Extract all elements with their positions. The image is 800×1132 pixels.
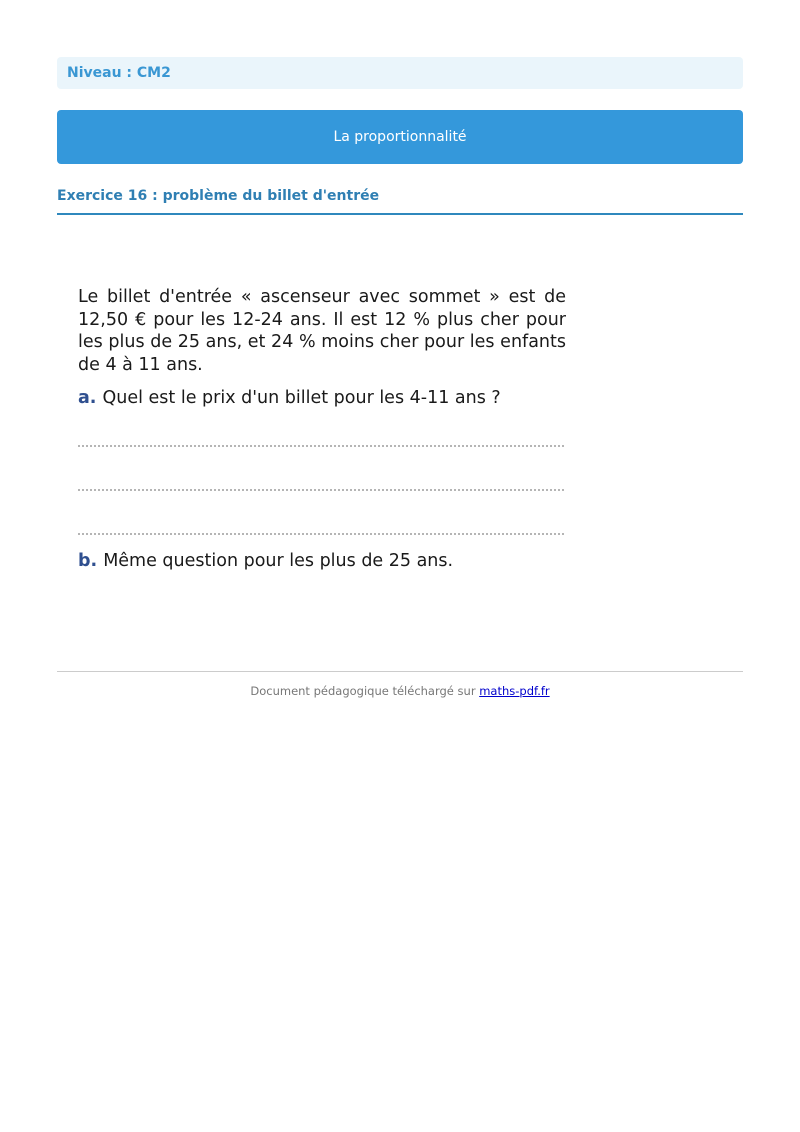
question-b-letter: b. [78, 551, 98, 571]
exercise-title: Exercice 16 : problème du billet d'entrée [57, 188, 380, 204]
level-box [57, 57, 743, 89]
exercise-content [78, 286, 566, 572]
page-title: La proportionnalité [333, 129, 467, 145]
title-banner [57, 110, 743, 164]
answer-line [78, 533, 564, 535]
exercise-heading [57, 185, 743, 215]
footer-link[interactable]: maths-pdf.fr [479, 684, 550, 698]
answer-line [78, 445, 564, 447]
question-a-letter: a. [78, 388, 97, 408]
question-a [78, 387, 566, 409]
level-label: Niveau : CM2 [67, 65, 171, 81]
footer-divider [57, 671, 743, 672]
answer-line [78, 489, 564, 491]
question-b-text: Même question pour les plus de 25 ans. [103, 551, 454, 571]
question-b [78, 550, 566, 572]
footer [57, 684, 743, 698]
footer-text: Document pédagogique téléchargé sur [250, 684, 480, 698]
question-a-text: Quel est le prix d'un billet pour les 4-11 ans ? [102, 388, 501, 408]
exercise-statement: Le billet d'entrée « ascenseur avec sommet » est de 12,50 € pour les 12-24 ans. Il est 12 % plus cher pour les plus de 25 ans, et 24 % moins cher pour les enfants de 4 à 11 ans. [78, 287, 566, 375]
